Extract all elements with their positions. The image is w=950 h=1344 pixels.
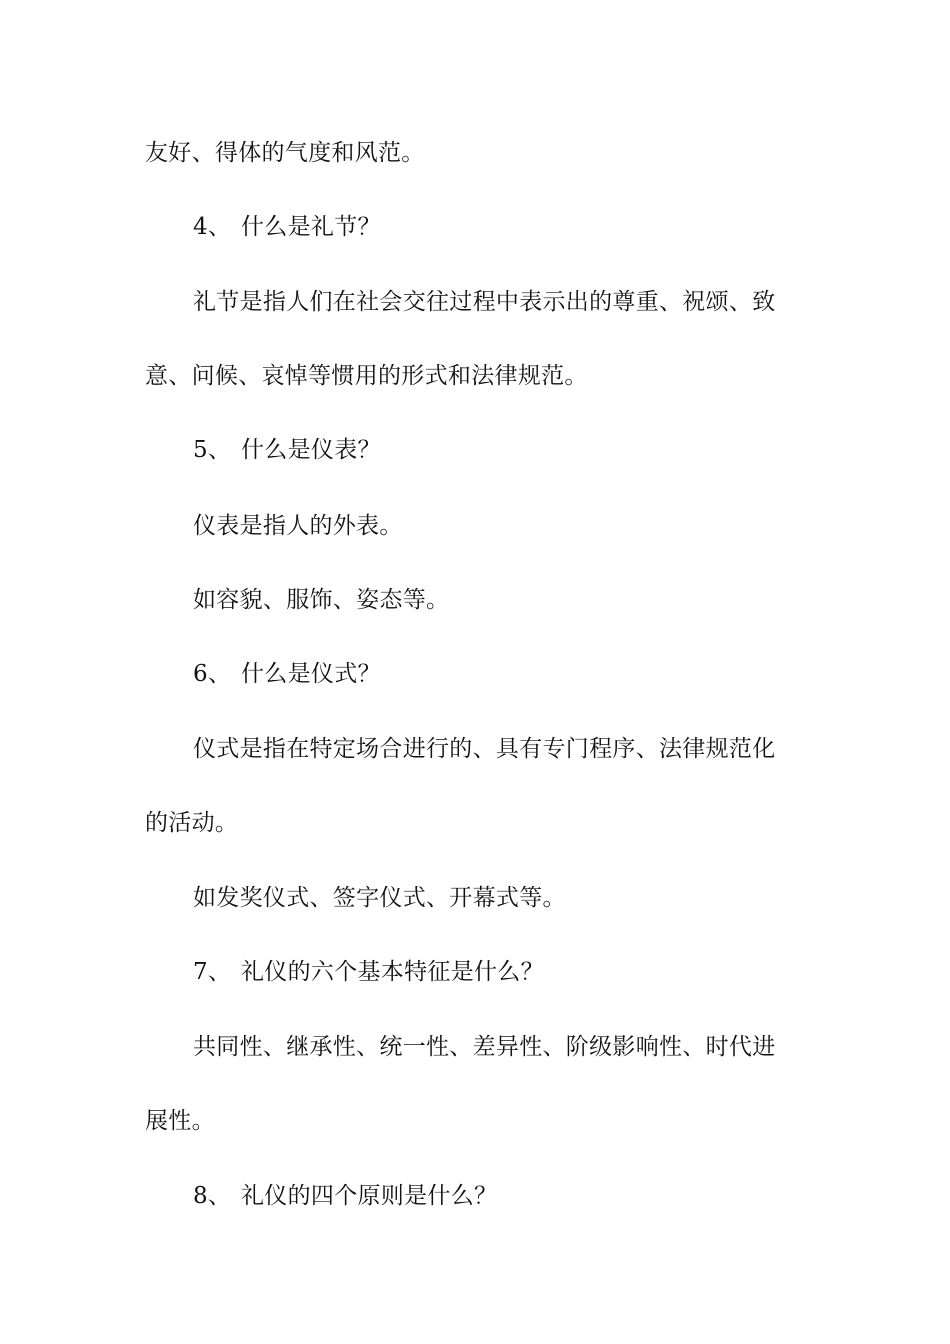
- question-text: 什么是仪表？: [241, 437, 381, 463]
- paragraph-line: 意、问候、哀悼等惯用的形式和法律规范。: [145, 363, 588, 389]
- paragraph-line: 共同性、继承性、统一性、差异性、阶级影响性、时代进: [193, 1034, 776, 1060]
- paragraph-line: 的活动。: [145, 810, 239, 836]
- question-text: 什么是礼节？: [241, 214, 381, 240]
- paragraph-line: 友好、得体的气度和风范。: [145, 140, 425, 166]
- paragraph-line: 如发奖仪式、签字仪式、开幕式等。: [193, 885, 566, 911]
- question-text: 什么是仪式？: [241, 661, 381, 687]
- paragraph-line: 展性。: [145, 1108, 215, 1134]
- paragraph-line: 如容貌、服饰、姿态等。: [193, 587, 450, 613]
- question-number: 6、: [193, 661, 232, 687]
- question-heading-7: [193, 957, 873, 987]
- question-number: 8、: [193, 1183, 232, 1209]
- question-text: 礼仪的四个原则是什么？: [241, 1183, 498, 1209]
- question-heading-6: [193, 659, 873, 689]
- question-text: 礼仪的六个基本特征是什么？: [241, 959, 544, 985]
- paragraph-line: 礼节是指人们在社会交往过程中表示出的尊重、祝颂、致: [193, 289, 776, 315]
- question-heading-8: [193, 1181, 873, 1211]
- paragraph-line: 仪式是指在特定场合进行的、具有专门程序、法律规范化: [193, 736, 776, 762]
- question-heading-5: [193, 435, 873, 465]
- question-number: 4、: [193, 214, 232, 240]
- question-number: 7、: [193, 959, 232, 985]
- paragraph-line: 仪表是指人的外表。: [193, 513, 403, 539]
- question-number: 5、: [193, 437, 232, 463]
- question-heading-4: [193, 212, 873, 242]
